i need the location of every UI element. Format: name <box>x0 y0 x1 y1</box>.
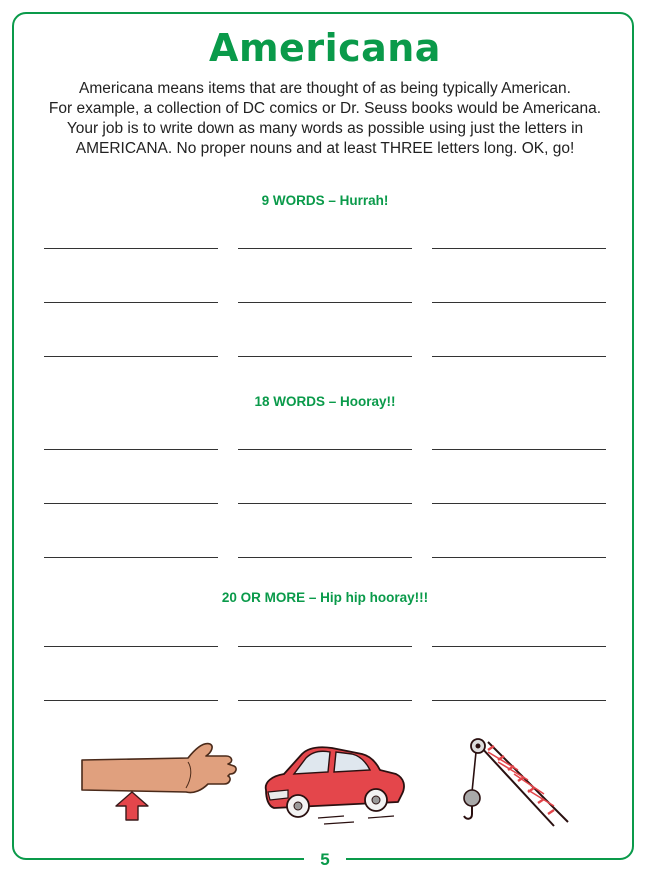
answer-line[interactable] <box>432 557 606 558</box>
answer-row <box>44 647 606 701</box>
red-car-illustration <box>258 744 408 828</box>
answer-line[interactable] <box>44 356 218 357</box>
instructions-line-2: For example, a collection of DC comics or Dr. Seuss books would be Americana. <box>48 100 602 117</box>
crane-hook-illustration <box>458 736 578 830</box>
section-label-18-words: 18 WORDS – Hooray!! <box>254 394 396 409</box>
arm-with-arrow-illustration <box>78 738 242 822</box>
instructions-line-1: Americana means items that are thought of as being typically American. <box>79 80 571 97</box>
answer-line[interactable] <box>238 557 412 558</box>
answer-line[interactable] <box>44 700 218 701</box>
section-label-20-or-more: 20 OR MORE – Hip hip hooray!!! <box>221 590 429 605</box>
answer-line[interactable] <box>238 700 412 701</box>
page-title: Americana <box>209 26 441 70</box>
answer-line[interactable] <box>238 356 412 357</box>
answer-grid-18-words <box>44 396 606 558</box>
answer-row <box>44 504 606 558</box>
answer-grid-9-words <box>44 195 606 357</box>
instructions <box>40 79 610 159</box>
answer-row <box>44 396 606 450</box>
section-label-9-words: 9 WORDS – Hurrah! <box>261 193 389 208</box>
answer-line[interactable] <box>432 700 606 701</box>
answer-grid-20-or-more <box>44 593 606 701</box>
answer-row <box>44 593 606 647</box>
answer-row <box>44 450 606 504</box>
answer-row <box>44 303 606 357</box>
page-number-text: 5 <box>304 850 345 869</box>
answer-row <box>44 249 606 303</box>
page-number <box>0 850 650 870</box>
answer-row <box>44 195 606 249</box>
instructions-line-3: Your job is to write down as many words as possible using just the letters in <box>66 120 584 137</box>
instructions-line-4: AMERICANA. No proper nouns and at least THREE letters long. OK, go! <box>75 140 575 157</box>
answer-line[interactable] <box>432 356 606 357</box>
answer-line[interactable] <box>44 557 218 558</box>
